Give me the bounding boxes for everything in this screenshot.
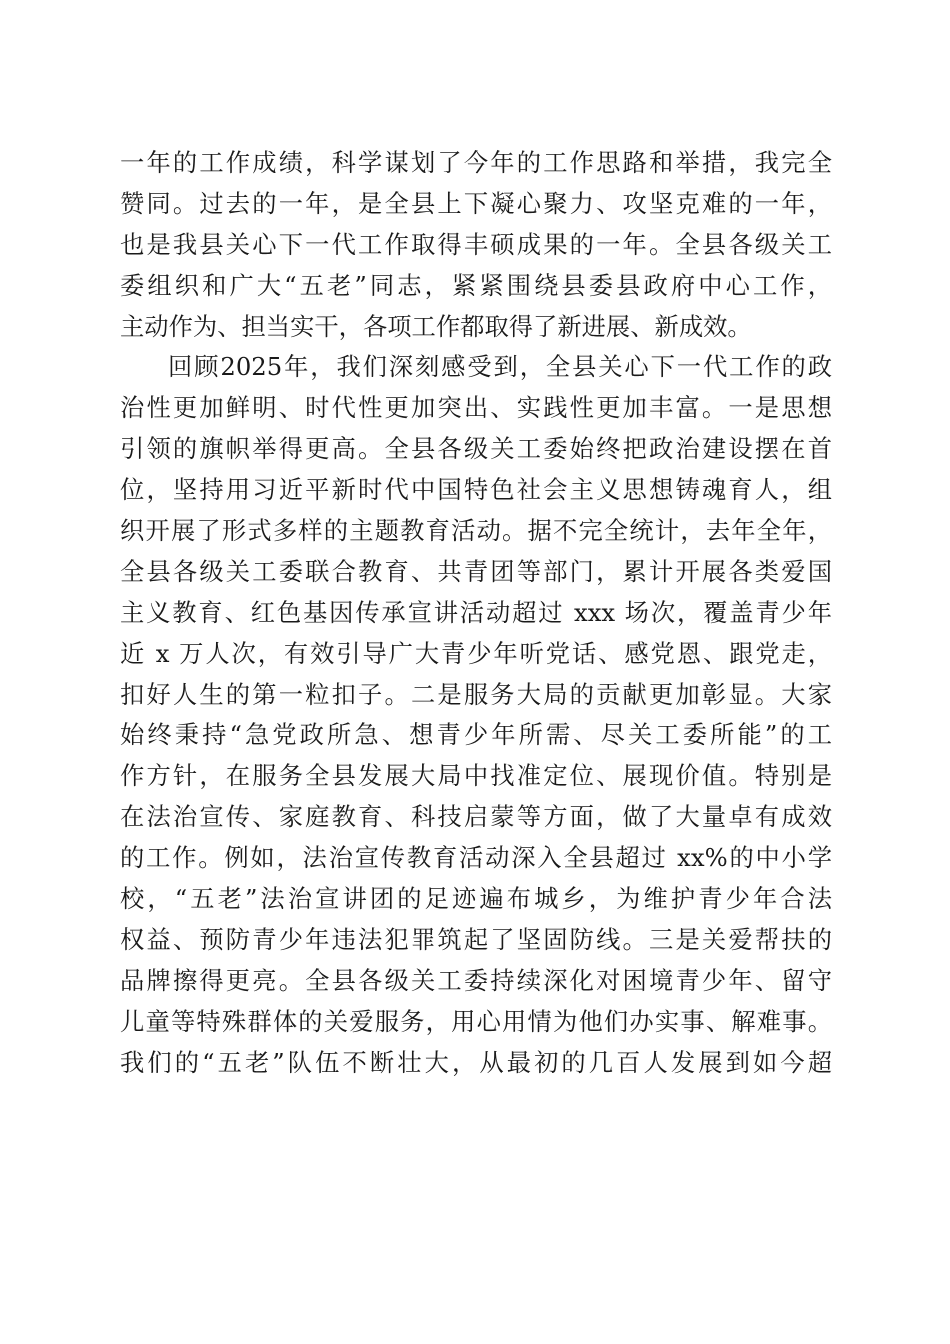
paragraph-2 bbox=[120, 347, 832, 1083]
text-line: 回顾2025年，我们深刻感受到，全县关心下一代工作的政 bbox=[168, 352, 832, 382]
text-line: 主动作为、担当实干，各项工作都取得了新进展、新成效。 bbox=[120, 311, 752, 341]
text-line: 委组织和广大“五老”同志，紧紧围绕县委县政府中心工作， bbox=[120, 270, 832, 300]
text-line: 扣好人生的第一粒扣子。二是服务大局的贡献更加彰显。大家 bbox=[120, 679, 832, 709]
text-line: 引领的旗帜举得更高。全县各级关工委始终把政治建设摆在首 bbox=[120, 434, 832, 464]
text-line: 在法治宣传、家庭教育、科技启蒙等方面，做了大量卓有成效 bbox=[120, 802, 832, 832]
text-line: 全县各级关工委联合教育、共青团等部门，累计开展各类爱国 bbox=[120, 556, 832, 586]
text-line: 主义教育、红色基因传承宣讲活动超过 xxx 场次，覆盖青少年 bbox=[120, 597, 832, 627]
text-line: 的工作。例如，法治宣传教育活动深入全县超过 xx%的中小学 bbox=[120, 843, 832, 873]
text-line: 权益、预防青少年违法犯罪筑起了坚固防线。三是关爱帮扶的 bbox=[120, 924, 832, 954]
text-line: 治性更加鲜明、时代性更加突出、实践性更加丰富。一是思想 bbox=[120, 393, 832, 423]
text-line: 品牌擦得更亮。全县各级关工委持续深化对困境青少年、留守 bbox=[120, 965, 832, 995]
text-line: 作方针，在服务全县发展大局中找准定位、展现价值。特别是 bbox=[120, 761, 832, 791]
text-line: 也是我县关心下一代工作取得丰硕成果的一年。全县各级关工 bbox=[120, 229, 832, 259]
text-line: 赞同。过去的一年，是全县上下凝心聚力、攻坚克难的一年， bbox=[120, 188, 832, 218]
text-line: 校，“五老”法治宣讲团的足迹遍布城乡，为维护青少年合法 bbox=[120, 884, 832, 914]
text-line: 一年的工作成绩，科学谋划了今年的工作思路和举措，我完全 bbox=[120, 148, 832, 177]
text-line: 位，坚持用习近平新时代中国特色社会主义思想铸魂育人，组 bbox=[120, 475, 832, 505]
paragraph-1 bbox=[120, 143, 832, 347]
text-line: 织开展了形式多样的主题教育活动。据不完全统计，去年全年， bbox=[120, 516, 832, 546]
text-line: 近 x 万人次，有效引导广大青少年听党话、感党恩、跟党走， bbox=[120, 638, 832, 668]
text-line: 我们的“五老”队伍不断壮大，从最初的几百人发展到如今超 bbox=[120, 1047, 832, 1077]
text-line: 儿童等特殊群体的关爱服务，用心用情为他们办实事、解难事。 bbox=[120, 1006, 832, 1036]
text-line: 始终秉持“急党政所急、想青少年所需、尽关工委所能”的工 bbox=[120, 720, 832, 750]
body-text bbox=[120, 143, 832, 1083]
